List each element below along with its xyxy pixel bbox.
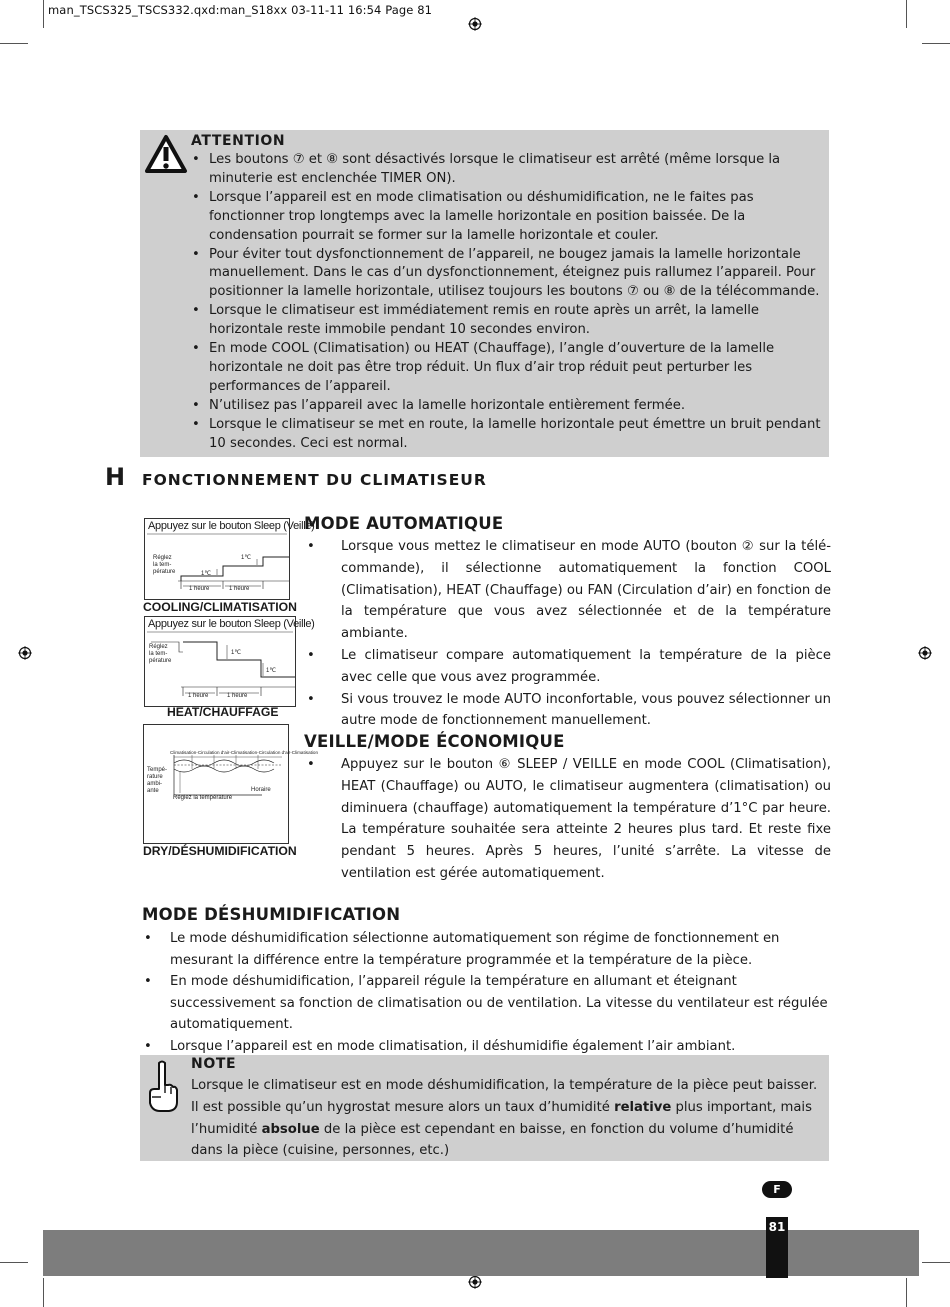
page-number: 81: [766, 1217, 788, 1278]
warning-triangle-icon: [144, 134, 188, 174]
axis-label: Horaire: [251, 787, 271, 793]
note-text: [191, 1075, 823, 1162]
cooling-curve-graphic: [145, 519, 289, 599]
veille-item: • Appuyez sur le bouton ⑥ SLEEP / VEILLE en mode COOL (Climatisation), HEAT (Chauffage) ou AUTO, le climatiseur augmentera (climatisation) ou diminuera (chauffage) automatiquement la température d’1°C par heure. La température souhaitée sera atteinte 2 heures plus tard. Et reste fixe pendant 5 heures. Après 5 heures, l’unité s’arrête. La vitesse de ventilation est gérée automatiquement.: [304, 754, 831, 885]
attention-item: • Les boutons ⑦ et ⑧ sont désactivés lorsque le climatiseur est arrêté (même lorsque la minuterie est enclenchée TIMER ON).: [191, 151, 821, 189]
deshum-item: • En mode déshumidification, l’appareil régule la température en allumant et éteignant successivement sa fonction de climatisation ou de ventilation. La vitesse du ventilateur est régulée automatiquement.: [142, 971, 832, 1036]
time-label: 1 heure: [227, 693, 248, 699]
veille-list: [304, 754, 831, 885]
cooling-caption: COOLING/CLIMATISATION: [143, 600, 297, 614]
attention-box: [140, 130, 829, 457]
crop-mark: [0, 43, 28, 44]
heating-diagram: [144, 616, 315, 707]
attention-item: • Lorsque le climatiseur est immédiatement remis en route après un arrêt, la lamelle horizontale reste immobile pendant 10 secondes environ.: [191, 302, 821, 340]
section-letter: H: [105, 463, 126, 491]
heating-caption: HEAT/CHAUFFAGE: [167, 705, 279, 719]
pointing-hand-icon: [146, 1059, 180, 1115]
crop-mark: [922, 1262, 950, 1263]
side-label: Réglez: [149, 644, 168, 650]
registration-mark-icon: [18, 646, 32, 660]
print-header: man_TSCS325_TSCS332.qxd:man_S18xx 03-11-11 16:54 Page 81: [48, 3, 433, 17]
attention-item: • Pour éviter tout dysfonctionnement de l’appareil, ne bougez jamais la lamelle horizontale manuellement. Dans le cas d’un dysfonctionnement, éteignez puis rallumez l’appareil. Pour positionner la lamelle horizontale, utilisez toujours les boutons ⑦ ou ⑧ de la télécommande.: [191, 246, 821, 303]
attention-item: • N’utilisez pas l’appareil avec la lamelle horizontale entièrement fermée.: [191, 397, 821, 416]
dry-diagram: [143, 724, 319, 844]
step-label: 1℃: [231, 650, 242, 656]
step-label: 1℃: [201, 571, 212, 577]
diagram-header: Appuyez sur le bouton Sleep (Veille): [148, 618, 315, 630]
step-label: 1℃: [266, 668, 277, 674]
mode-auto-item: • Le climatiseur compare automatiquement la température de la pièce avec celle que vous avez programmée.: [304, 645, 831, 689]
crop-mark: [922, 43, 950, 44]
side-label: Réglez: [153, 555, 172, 561]
crop-mark: [0, 1262, 28, 1263]
language-badge: F: [762, 1181, 792, 1198]
registration-mark-icon: [468, 17, 482, 31]
side-label: pérature: [149, 658, 172, 664]
side-label: Tempé-: [147, 767, 168, 773]
crop-mark: [43, 1278, 44, 1307]
note-text-part: Lorsque le climatiseur est en mode déshumidification, la température de la pièce peut baisser. Il est possible qu’un hygrostat mesure alors un taux d’humidité: [191, 1078, 818, 1115]
deshum-list: [142, 928, 832, 1058]
crop-mark: [906, 0, 907, 28]
mode-auto-list: [304, 536, 831, 732]
note-bold-relative: relative: [614, 1099, 672, 1115]
step-label: 1℃: [241, 555, 252, 561]
mode-auto-title: MODE AUTOMATIQUE: [304, 514, 504, 533]
veille-title: VEILLE/MODE ÉCONOMIQUE: [304, 732, 565, 751]
registration-mark-icon: [468, 1275, 482, 1289]
attention-list: [191, 151, 821, 454]
crop-mark: [43, 0, 44, 28]
note-title: NOTE: [191, 1056, 237, 1072]
section-title: FONCTIONNEMENT DU CLIMATISEUR: [142, 471, 487, 489]
side-label: rature: [147, 774, 163, 780]
note-box: [140, 1055, 829, 1161]
dry-header: Climatisation-Circulation d'air-Climatisation-Circulation d'air-Climatisation: [170, 750, 319, 755]
time-label: 1 heure: [229, 586, 250, 592]
side-label: pérature: [153, 569, 176, 575]
side-label: ante: [147, 788, 159, 794]
dry-caption: DRY/DÉSHUMIDIFICATION: [143, 844, 297, 858]
cooling-diagram: [144, 518, 315, 600]
mode-auto-item: • Si vous trouvez le mode AUTO inconfortable, vous pouvez sélectionner un autre mode de fonctionnement manuellement.: [304, 689, 831, 733]
diagram-header: Appuyez sur le bouton Sleep (Veille): [148, 520, 315, 532]
attention-item: • Lorsque le climatiseur se met en route, la lamelle horizontale peut émettre un bruit pendant 10 secondes. Ceci est normal.: [191, 416, 821, 454]
note-text-part: plus important, mais l’humidité: [191, 1099, 812, 1137]
attention-item: • En mode COOL (Climatisation) ou HEAT (Chauffage), l’angle d’ouverture de la lamelle horizontale ne doit pas être trop réduit. Un flux d’air trop réduit peut perturber les performances de l’appareil.: [191, 340, 821, 397]
side-label: la tem-: [153, 562, 172, 568]
dry-curve-graphic: [144, 725, 319, 843]
note-bold-absolue: absolue: [261, 1121, 320, 1137]
note-text-part: de la pièce est cependant en baisse, en fonction du volume d’humidité dans la pièce (cuisine, personnes, etc.): [191, 1121, 794, 1159]
deshum-title: MODE DÉSHUMIDIFICATION: [142, 905, 401, 924]
time-label: 1 heure: [189, 586, 210, 592]
deshum-item: • Lorsque l’appareil est en mode climatisation, il déshumidifie également l’air ambiant.: [142, 1036, 832, 1058]
crop-mark: [906, 1278, 907, 1307]
registration-mark-icon: [918, 646, 932, 660]
attention-item: • Lorsque l’appareil est en mode climatisation ou déshumidification, ne le faites pas fonctionner trop longtemps avec la lamelle horizontale en position baissée. De la condensation pourrait se former sur la lamelle horizontale et couler.: [191, 189, 821, 246]
side-label: la tem-: [149, 651, 168, 657]
setpoint-label: Réglez la température: [173, 795, 233, 801]
attention-title: ATTENTION: [191, 133, 286, 149]
deshum-item: • Le mode déshumidification sélectionne automatiquement son régime de fonctionnement en mesurant la différence entre la température programmée et la température de la pièce.: [142, 928, 832, 971]
time-label: 1 heure: [188, 693, 209, 699]
mode-auto-item: • Lorsque vous mettez le climatiseur en mode AUTO (bouton ② sur la télé-commande), il sélectionne automatiquement la fonction COOL (Climatisation), HEAT (Chauffage) ou FAN (Circulation d’air) en fonction de la température que vous avez sélectionnée et de la température ambiante.: [304, 536, 831, 645]
heating-curve-graphic: [145, 617, 295, 706]
side-label: ambi-: [147, 781, 163, 787]
